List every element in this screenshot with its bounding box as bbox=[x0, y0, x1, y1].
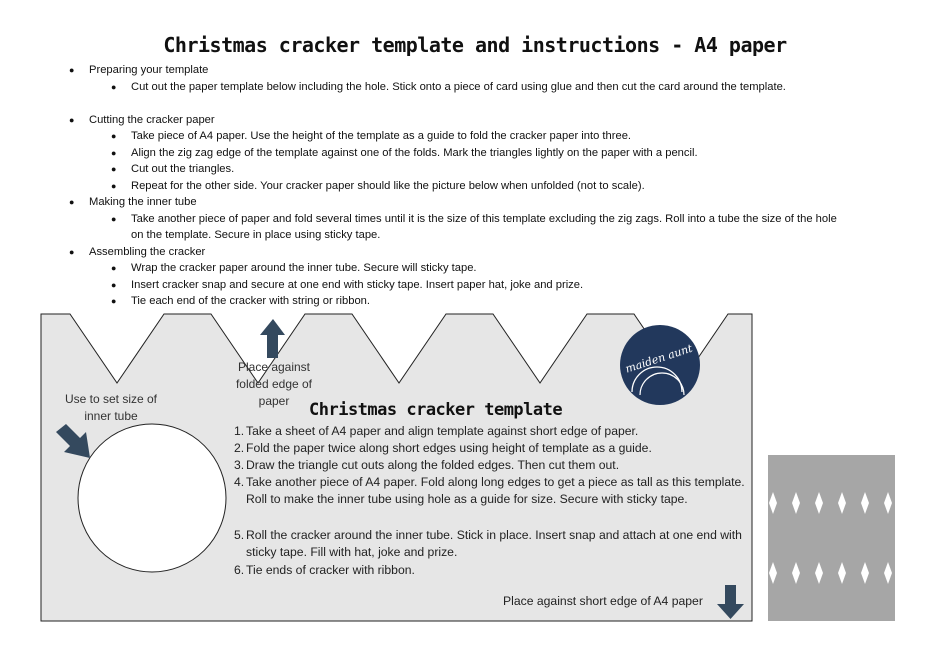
bullet: ● bbox=[111, 148, 117, 158]
template-title: Christmas cracker template bbox=[309, 400, 563, 420]
bullet: ● bbox=[111, 263, 117, 273]
section-heading: Cutting the cracker paper bbox=[89, 114, 215, 126]
step-item: 5. Roll the cracker around the inner tube. Stick in place. Insert snap and attach at one end with sticky tape. Fill with hat, joke and prize. bbox=[234, 528, 742, 560]
list-item: Insert cracker snap and secure at one end with sticky tape. Insert paper hat, joke and prize. bbox=[131, 279, 584, 291]
cracker-paper-preview bbox=[768, 455, 895, 621]
inner-tube-label: Use to set size of inner tube bbox=[64, 392, 158, 423]
bullet: ● bbox=[69, 65, 75, 75]
list-item: Tie each end of the cracker with string or ribbon. bbox=[131, 295, 370, 307]
bullet: ● bbox=[111, 296, 117, 306]
list-item: Take piece of A4 paper. Use the height of the template as a guide to fold the cracker paper into three. bbox=[131, 130, 632, 142]
list-item: Cut out the paper template below including the hole. Stick onto a piece of card using glue and then cut the card around the template. bbox=[131, 81, 786, 93]
step-item: 3. Draw the triangle cut outs along the folded edges. Then cut them out. bbox=[234, 458, 620, 472]
list-item: Wrap the cracker paper around the inner tube. Secure will sticky tape. bbox=[131, 262, 477, 274]
bullet: ● bbox=[111, 131, 117, 141]
list-item: Align the zig zag edge of the template against one of the folds. Mark the triangles lightly on the paper with a pencil. bbox=[131, 147, 698, 159]
section-heading: Making the inner tube bbox=[89, 196, 197, 208]
logo-text: maiden aunt bbox=[623, 341, 695, 376]
list-item: Repeat for the other side. Your cracker paper should like the picture below when unfolded (not to scale). bbox=[131, 180, 645, 192]
fold-edge-label: Place against folded edge of paper bbox=[235, 360, 313, 408]
bullet: ● bbox=[69, 115, 75, 125]
section-heading: Preparing your template bbox=[89, 64, 209, 76]
bullet: ● bbox=[69, 247, 75, 257]
step-item: 6. Tie ends of cracker with ribbon. bbox=[234, 563, 415, 577]
inner-tube-hole bbox=[78, 424, 226, 572]
page-title: Christmas cracker template and instructions - A4 paper bbox=[163, 33, 787, 57]
step-item: 2. Fold the paper twice along short edges using height of template as a guide. bbox=[234, 441, 652, 455]
bullet: ● bbox=[111, 280, 117, 290]
step-item: 4. Take another piece of A4 paper. Fold along long edges to get a piece as tall as this template. Roll to make the inner tube using hole as a guide for size. Secure with sticky tape. bbox=[234, 475, 745, 507]
list-item: Cut out the triangles. bbox=[131, 163, 235, 175]
bullet: ● bbox=[69, 197, 75, 207]
bullet: ● bbox=[111, 181, 117, 191]
step-item: 1. Take a sheet of A4 paper and align template against short edge of paper. bbox=[234, 424, 639, 438]
list-item: Take another piece of paper and fold several times until it is the size of this template excluding the zig zags. Roll into a tube the size of the hole on the template. Secure in place using sticky tape. bbox=[131, 213, 837, 242]
bullet: ● bbox=[111, 164, 117, 174]
section-heading: Assembling the cracker bbox=[89, 246, 206, 258]
bullet: ● bbox=[111, 214, 117, 224]
bullet: ● bbox=[111, 82, 117, 92]
maiden-aunt-logo-icon bbox=[620, 325, 700, 405]
short-edge-label: Place against short edge of A4 paper bbox=[503, 594, 703, 608]
